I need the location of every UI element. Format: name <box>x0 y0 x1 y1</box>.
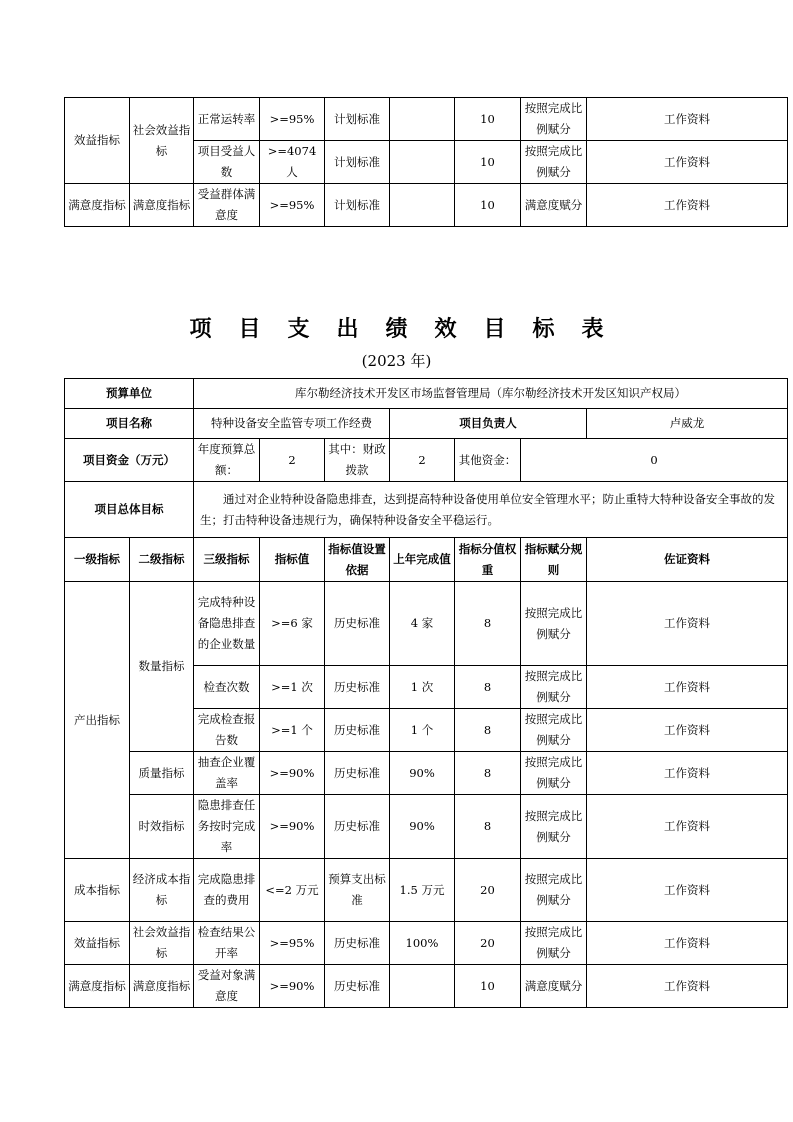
prev-cell: 90% <box>390 795 455 859</box>
goal-label: 项目总体目标 <box>65 482 194 538</box>
level2-cell: 质量指标 <box>130 752 194 795</box>
rule-cell: 按照完成比例赋分 <box>521 752 587 795</box>
leader-label: 项目负责人 <box>390 409 587 439</box>
evidence-cell: 工作资料 <box>587 582 788 666</box>
prev-cell: 100% <box>390 922 455 965</box>
header-cell: 指标值 <box>260 538 325 582</box>
evidence-cell: 工作资料 <box>587 709 788 752</box>
level3-cell: 隐患排查任务按时完成率 <box>194 795 260 859</box>
target-cell: <=2 万元 <box>260 859 325 922</box>
level1-cell: 效益指标 <box>65 98 130 184</box>
level2-cell: 社会效益指标 <box>130 98 194 184</box>
target-cell: >=95% <box>260 98 325 141</box>
rule-cell: 按照完成比例赋分 <box>521 98 587 141</box>
level2-cell: 社会效益指标 <box>130 922 194 965</box>
goal-row <box>65 482 788 538</box>
level3-cell: 完成特种设备隐患排查的企业数量 <box>194 582 260 666</box>
evidence-cell: 工作资料 <box>587 141 788 184</box>
level3-cell: 检查次数 <box>194 666 260 709</box>
level3-cell: 正常运转率 <box>194 98 260 141</box>
header-cell: 指标赋分规则 <box>521 538 587 582</box>
evidence-cell: 工作资料 <box>587 98 788 141</box>
unit-label: 预算单位 <box>65 379 194 409</box>
rule-cell: 按照完成比例赋分 <box>521 922 587 965</box>
rule-cell: 按照完成比例赋分 <box>521 709 587 752</box>
table-row <box>65 965 788 1008</box>
level2-cell: 经济成本指标 <box>130 859 194 922</box>
unit-value: 库尔勒经济技术开发区市场监督管理局（库尔勒经济技术开发区知识产权局） <box>194 379 788 409</box>
target-cell: >=4074 人 <box>260 141 325 184</box>
evidence-cell: 工作资料 <box>587 795 788 859</box>
weight-cell: 10 <box>455 965 521 1008</box>
annual-value: 2 <box>260 439 325 482</box>
prev-cell <box>390 184 455 227</box>
table-row <box>65 922 788 965</box>
weight-cell: 20 <box>455 922 521 965</box>
header-cell: 三级指标 <box>194 538 260 582</box>
level2-cell: 满意度指标 <box>130 965 194 1008</box>
weight-cell: 8 <box>455 709 521 752</box>
leader-value: 卢威龙 <box>587 409 788 439</box>
basis-cell: 历史标准 <box>325 795 390 859</box>
target-cell: >=6 家 <box>260 582 325 666</box>
page-title: 项目支出绩效目标表 <box>189 317 631 342</box>
rule-cell: 满意度赋分 <box>521 184 587 227</box>
target-cell: >=1 次 <box>260 666 325 709</box>
basis-cell: 计划标准 <box>325 98 390 141</box>
prev-cell <box>390 965 455 1008</box>
weight-cell: 10 <box>455 184 521 227</box>
level1-cell: 满意度指标 <box>65 184 130 227</box>
prev-cell: 4 家 <box>390 582 455 666</box>
evidence-cell: 工作资料 <box>587 922 788 965</box>
level3-cell: 受益对象满意度 <box>194 965 260 1008</box>
rule-cell: 按照完成比例赋分 <box>521 859 587 922</box>
table-row <box>65 98 788 141</box>
other-label: 其他资金： <box>455 439 521 482</box>
rule-cell: 按照完成比例赋分 <box>521 582 587 666</box>
rule-cell: 按照完成比例赋分 <box>521 666 587 709</box>
level1-cell: 效益指标 <box>65 922 130 965</box>
header-cell: 二级指标 <box>130 538 194 582</box>
prev-cell: 1 次 <box>390 666 455 709</box>
level3-cell: 抽查企业覆盖率 <box>194 752 260 795</box>
header-cell: 指标值设置依据 <box>325 538 390 582</box>
level1-cell: 产出指标 <box>65 582 130 859</box>
finance-label: 其中：财政拨款 <box>325 439 390 482</box>
weight-cell: 8 <box>455 582 521 666</box>
prev-cell: 1 个 <box>390 709 455 752</box>
target-cell: >=90% <box>260 795 325 859</box>
evidence-cell: 工作资料 <box>587 752 788 795</box>
name-label: 项目名称 <box>65 409 194 439</box>
level2-cell: 时效指标 <box>130 795 194 859</box>
finance-value: 2 <box>390 439 455 482</box>
basis-cell: 历史标准 <box>325 582 390 666</box>
evidence-cell: 工作资料 <box>587 666 788 709</box>
name-row <box>65 409 788 439</box>
header-cell: 指标分值权重 <box>455 538 521 582</box>
target-cell: >=1 个 <box>260 709 325 752</box>
level3-cell: 项目受益人数 <box>194 141 260 184</box>
basis-cell: 历史标准 <box>325 752 390 795</box>
basis-cell: 历史标准 <box>325 922 390 965</box>
other-value: 0 <box>521 439 788 482</box>
rule-cell: 按照完成比例赋分 <box>521 141 587 184</box>
prev-cell: 90% <box>390 752 455 795</box>
continuation-table <box>64 97 788 227</box>
level3-cell: 完成隐患排查的费用 <box>194 859 260 922</box>
fund-row <box>65 439 788 482</box>
basis-cell: 历史标准 <box>325 666 390 709</box>
target-cell: >=95% <box>260 184 325 227</box>
header-cell: 佐证资料 <box>587 538 788 582</box>
header-row <box>65 538 788 582</box>
prev-cell <box>390 141 455 184</box>
evidence-cell: 工作资料 <box>587 965 788 1008</box>
performance-target-table <box>64 378 788 1008</box>
basis-cell: 历史标准 <box>325 709 390 752</box>
header-cell: 上年完成值 <box>390 538 455 582</box>
basis-cell: 计划标准 <box>325 184 390 227</box>
level2-cell: 数量指标 <box>130 582 194 752</box>
evidence-cell: 工作资料 <box>587 859 788 922</box>
basis-cell: 历史标准 <box>325 965 390 1008</box>
evidence-cell: 工作资料 <box>587 184 788 227</box>
target-cell: >=90% <box>260 965 325 1008</box>
weight-cell: 8 <box>455 752 521 795</box>
weight-cell: 10 <box>455 141 521 184</box>
unit-row <box>65 379 788 409</box>
rule-cell: 按照完成比例赋分 <box>521 795 587 859</box>
table-row <box>65 752 788 795</box>
rule-cell: 满意度赋分 <box>521 965 587 1008</box>
table-row <box>65 859 788 922</box>
table-row <box>65 184 788 227</box>
prev-cell: 1.5 万元 <box>390 859 455 922</box>
level3-cell: 受益群体满意度 <box>194 184 260 227</box>
target-cell: >=90% <box>260 752 325 795</box>
basis-cell: 预算支出标准 <box>325 859 390 922</box>
prev-cell <box>390 98 455 141</box>
level3-cell: 完成检查报告数 <box>194 709 260 752</box>
weight-cell: 8 <box>455 795 521 859</box>
weight-cell: 20 <box>455 859 521 922</box>
table-row <box>65 582 788 666</box>
level1-cell: 成本指标 <box>65 859 130 922</box>
weight-cell: 10 <box>455 98 521 141</box>
level1-cell: 满意度指标 <box>65 965 130 1008</box>
fund-label: 项目资金（万元） <box>65 439 194 482</box>
annual-label: 年度预算总额： <box>194 439 260 482</box>
level3-cell: 检查结果公开率 <box>194 922 260 965</box>
target-cell: >=95% <box>260 922 325 965</box>
weight-cell: 8 <box>455 666 521 709</box>
name-value: 特种设备安全监管专项工作经费 <box>194 409 390 439</box>
table-row <box>65 795 788 859</box>
year-subtitle: (2023 年) <box>361 352 432 370</box>
level2-cell: 满意度指标 <box>130 184 194 227</box>
basis-cell: 计划标准 <box>325 141 390 184</box>
goal-value: 通过对企业特种设备隐患排查，达到提高特种设备使用单位安全管理水平；防止重特大特种设备安全事故的发生；打击特种设备违规行为，确保特种设备安全平稳运行。 <box>194 482 788 538</box>
header-cell: 一级指标 <box>65 538 130 582</box>
